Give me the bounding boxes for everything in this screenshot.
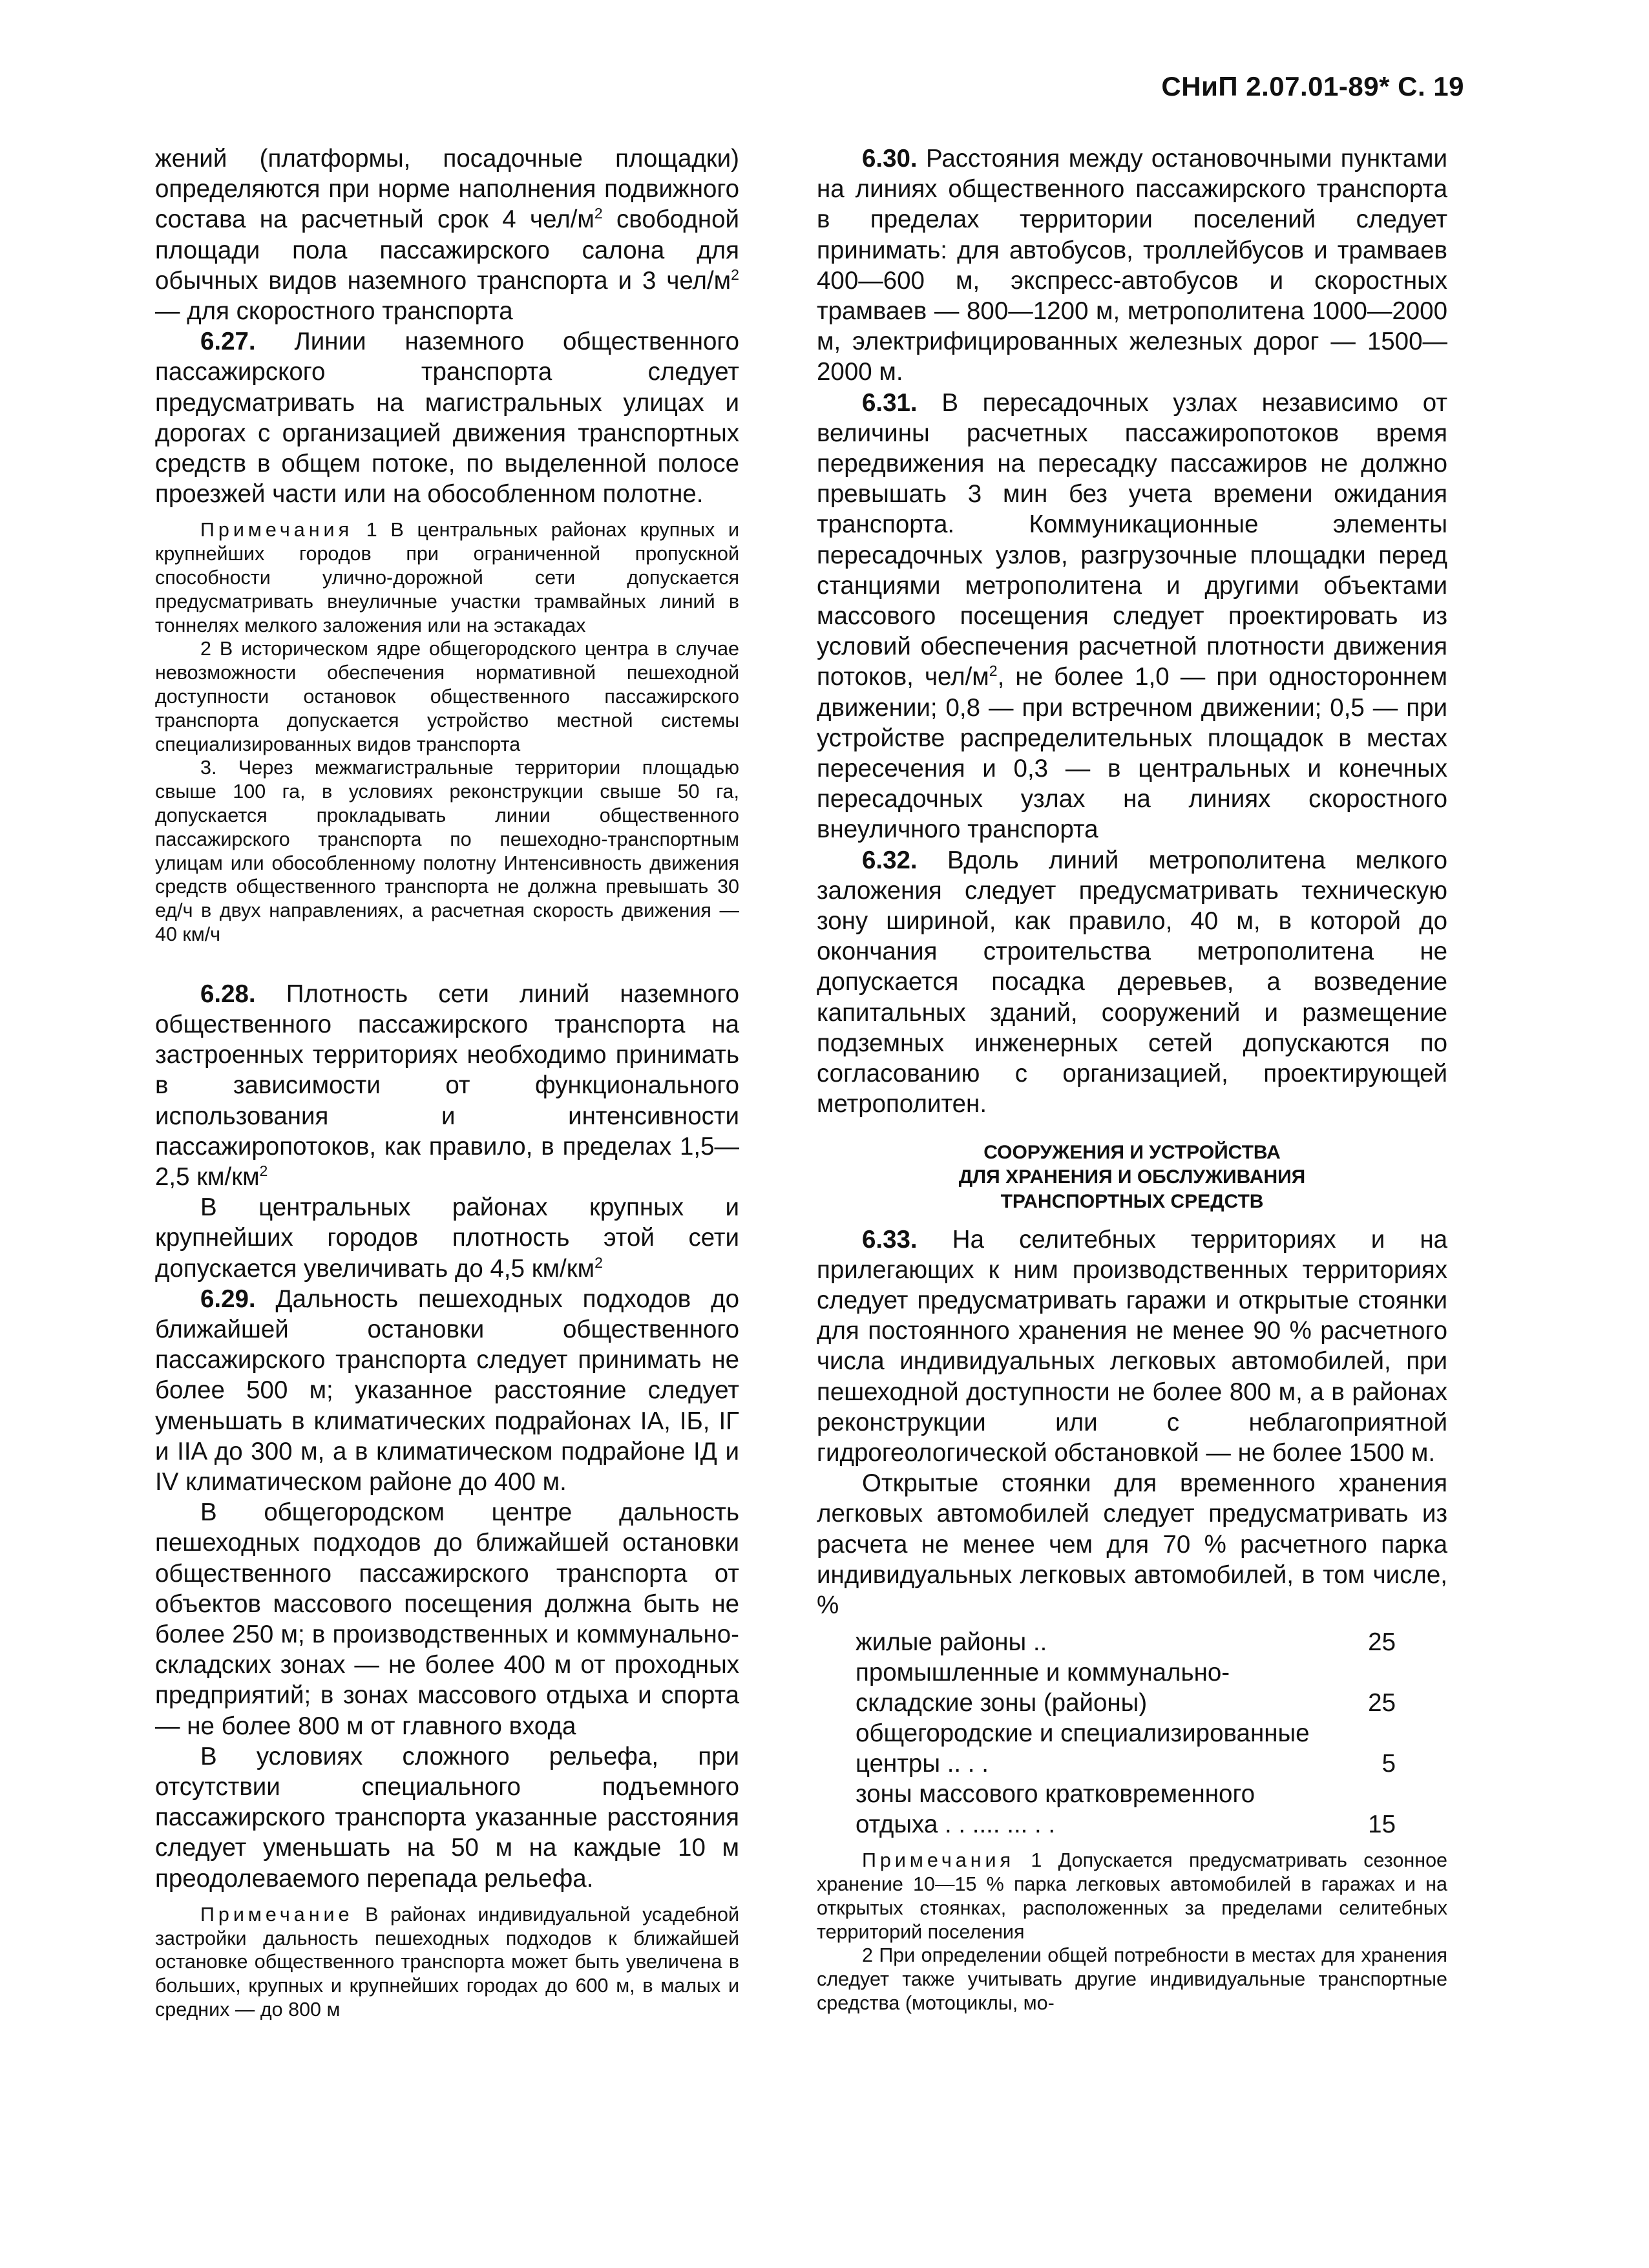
table-row: жилые районы .. 25 [856, 1628, 1396, 1657]
paragraph-6-29-c: В условиях сложного рельефа, при отсутствии специального подъемного пассажирского транспорта указанные расстояния следует уменьшать на 50 м на каждые 10 м преодолеваемого перепада рельефа. [155, 1742, 739, 1893]
paragraph-6-31: 6.31. В пересадочных узлах независимо от величины расчетных пассажиропотоков время передвижения на пересадку пассажиров не должно превышать 3 мин без учета времени ожидания транспорта. Коммуникационные элементы пересадочных узлов, разгрузочные площадки перед станциями метрополитена и другими объектами массового посещения следует проектировать из условий обеспечения расчетной плотности движения потоков, чел/$м^2$, не более 1,0 — при одностороннем движении; 0,8 — при встречном движении; 0,5 — при устройстве распределительных площадок в местах пересечения и 0,3 — в центральных и конечных пересадочных узлах на линиях скоростного внеуличного транспорта [817, 388, 1447, 844]
clause-number: 6.28. [200, 980, 256, 1008]
note-2: 2 В историческом ядре общегородского центра в случае невозможности обеспечения нормативной пешеходной доступности остановок общественного пассажирского транспорта допускается устройство местной системы специализированных видов транспорта [155, 638, 739, 755]
clause-number: 6.29. [200, 1285, 256, 1313]
clause-number: 6.27. [200, 328, 256, 356]
note-6-29 [155, 1903, 739, 2022]
notes-6-27 [155, 518, 739, 946]
note: Примечание В районах индивидуальной усадебной застройки дальность пешеходных подходов к ближайшей остановке общественного транспорта может быть увеличена в больших, крупных и крупнейших городах до 600 м, в малых и средних — до 800 м [155, 1903, 739, 2021]
clause-number: 6.33. [862, 1225, 918, 1254]
paragraph-6-28-b: В центральных районах крупных и крупнейших городов плотность этой сети допускается увеличивать до 4,5 $км/км^2$ [155, 1193, 739, 1283]
paragraph-6-33-b: Открытые стоянки для временного хранения легковых автомобилей следует предусматривать из расчета не менее чем для 70 % расчетного парка индивидуальных легковых автомобилей, в том числе, % [817, 1469, 1447, 1619]
clause-number: 6.32. [862, 846, 918, 874]
parking-share-table [856, 1627, 1447, 1840]
paragraph-continuation: жений (платформы, посадочные площадки) определяются при норме наполнения подвижного состава на расчетный срок 4 чел/$м^2$ свободной площади пола пассажирского салона для обычных видов наземного транспорта и 3 чел/$м^2$ — для скоростного транспорта [155, 145, 739, 326]
table-row: общегородские и специализированные центры .. . . 5 [856, 1719, 1396, 1778]
paragraph-6-27: 6.27. Линии наземного общественного пассажирского транспорта следует предусматривать на магистральных улицах и дорогах с организацией движения транспортных средств в общем потоке, по выделенной полосе проезжей части или на обособленном полотне. [155, 328, 739, 509]
clause-number: 6.31. [862, 388, 918, 417]
clause-number: 6.30. [862, 145, 918, 173]
note-1: Примечания 1 Допускается предусматривать сезонное хранение 10—15 % парка легковых автомобилей в гаражах и на открытых стоянках, расположенных за пределами селитебных территорий поселения [817, 1849, 1447, 1943]
paragraph-6-28: 6.28. Плотность сети линий наземного общественного пассажирского транспорта на застроенных территориях необходимо принимать в зависимости от функционального использования и интенсивности пассажиропотоков, как правило, в пределах 1,5—2,5 $км/км^2$ [155, 980, 739, 1191]
notes-6-33 [817, 1849, 1447, 2015]
page-header: СНиП 2.07.01-89* С. 19 [1161, 71, 1464, 101]
paragraph-6-30: 6.30. Расстояния между остановочными пунктами на линиях общественного пассажирского транспорта в пределах территории поселений следует принимать: для автобусов, троллейбусов и трамваев 400—600 м, экспресс-автобусов и скоростных трамваев — 800—1200 м, метрополитена 1000—2000 м, электрифицированных железных дорог — 1500—2000 м. [817, 145, 1447, 386]
note-1: Примечания 1 В центральных районах крупных и крупнейших городов при ограниченной пропускной способности улично-дорожной сети допускается предусматривать внеуличные участки трамвайных линий в тоннелях мелкого заложения или на эстакадах [155, 519, 739, 636]
paragraph-6-29-b: В общегородском центре дальность пешеходных подходов до ближайшей остановки общественного пассажирского транспорта от объектов массового посещения должна быть не более 250 м; в производственных и коммунально-складских зонах — не более 400 м от проходных предприятий; в зонах массового отдыха и спорта — не более 800 м от главного входа [155, 1498, 739, 1740]
paragraph-6-29: 6.29. Дальность пешеходных подходов до ближайшей остановки общественного пассажирского транспорта следует принимать не более 500 м; указанное расстояние следует уменьшать в климатических подрайонах IA, IБ, IГ и IIA до 300 м, а в климатическом подрайоне IД и IV климатическом районе до 400 м. [155, 1285, 739, 1496]
table-row: промышленные и коммунально-складские зоны (районы) 25 [856, 1659, 1396, 1717]
note-3: 3. Через межмагистральные территории площадью свыше 100 га, в условиях реконструкции свыше 50 га, допускается прокладывать линии общественного пассажирского транспорта по пешеходно-транспортным улицам или обособленному полотну Интенсивность движения средств общественного транспорта не должна превышать 30 ед/ч в двух направлениях, а расчетная скорость движения — 40 км/ч [155, 757, 739, 945]
note-2: 2 При определении общей потребности в местах для хранения следует также учитывать другие индивидуальные транспортные средства (мотоциклы, мо- [817, 1944, 1447, 2014]
left-column [155, 143, 739, 2031]
right-column [817, 143, 1447, 2024]
section-heading: СООРУЖЕНИЯ И УСТРОЙСТВА ДЛЯ ХРАНЕНИЯ И ОБСЛУЖИВАНИЯ ТРАНСПОРТНЫХ СРЕДСТВ [958, 1141, 1306, 1212]
table-row: зоны массового кратковременного отдыха . . .... ... . . 15 [856, 1780, 1396, 1839]
paragraph-6-33: 6.33. На селитебных территориях и на прилегающих к ним производственных территориях следует предусматривать гаражи и открытые стоянки для постоянного хранения не менее 90 % расчетного числа индивидуальных легковых автомобилей, при пешеходной доступности не более 800 м, а в районах реконструкции или с неблагоприятной гидрогеологической обстановкой — не более 1500 м. [817, 1225, 1447, 1467]
paragraph-6-32: 6.32. Вдоль линий метрополитена мелкого заложения следует предусматривать техническую зону шириной, как правило, 40 м, в которой до окончания строительства метрополитена не допускается посадка деревьев, а возведение капитальных зданий, сооружений и размещение подземных инженерных сетей допускаются по согласованию с организацией, проектирующей метрополитен. [817, 846, 1447, 1118]
